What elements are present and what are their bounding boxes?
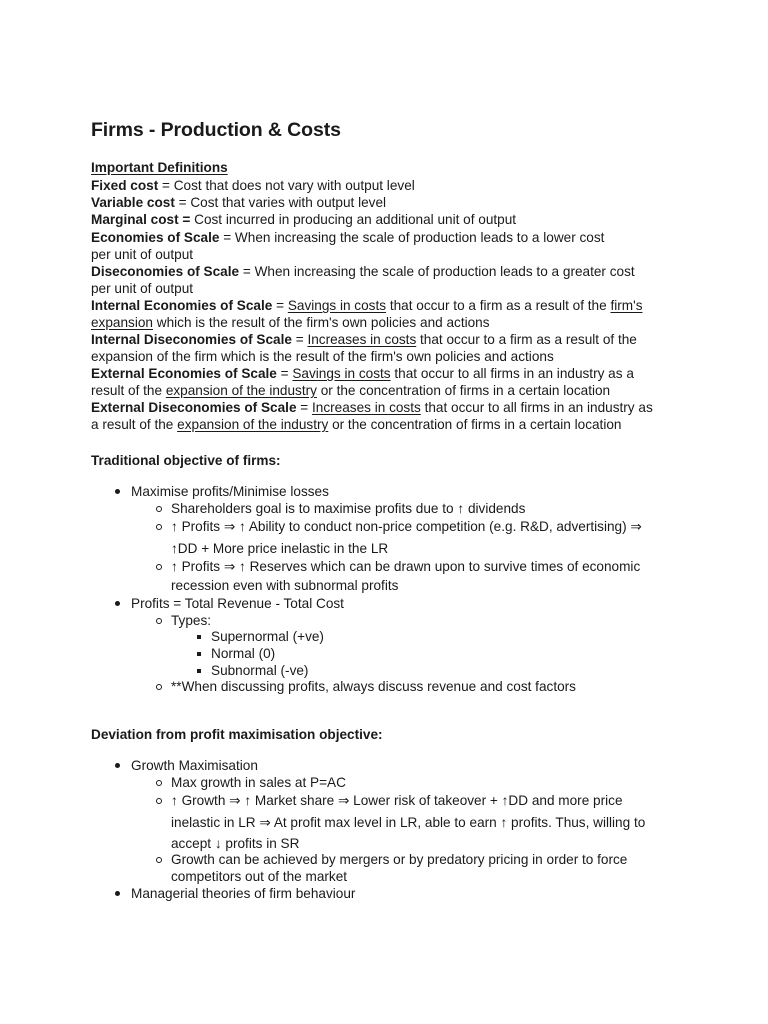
definition-term: Marginal cost = [91, 212, 191, 227]
definition-external-dos [91, 399, 653, 416]
definition-text: which is the result of the firm's own policies and actions [152, 315, 490, 330]
list-item-continued: ↑DD + More price inelastic in the LR [171, 541, 389, 556]
underlined-text: Increases in costs [307, 332, 417, 347]
definition-text: that occur to all firms in an industry as [420, 400, 653, 415]
section-heading-traditional: Traditional objective of firms: [91, 453, 281, 468]
definition-text: = When increasing the scale of production leads to a greater cost [239, 264, 635, 279]
definition-internal-eos [91, 297, 643, 314]
definition-term: Economies of Scale [91, 230, 220, 245]
list-item: ↑ Growth ⇒ ↑ Market share ⇒ Lower risk of takeover + ↑DD and more price [171, 793, 623, 808]
list-item-continued: accept ↓ profits in SR [171, 836, 300, 851]
definition-term: Fixed cost [91, 178, 159, 193]
definition-text: = Cost that varies with output level [174, 195, 387, 210]
list-item: ↑ Profits ⇒ ↑ Ability to conduct non-price competition (e.g. R&D, advertising) ⇒ [171, 519, 642, 534]
list-item: Profits = Total Revenue - Total Cost [131, 596, 344, 611]
underlined-text: expansion of the industry [165, 383, 317, 398]
definition-text: or the concentration of firms in a certain location [316, 383, 611, 398]
definition-diseconomies-of-scale [91, 263, 635, 280]
definition-text: or the concentration of firms in a certain location [328, 417, 622, 432]
definition-text-continued [91, 314, 490, 331]
definition-text-continued: per unit of output [91, 247, 194, 262]
underlined-text: expansion [91, 315, 153, 330]
list-item: Subnormal (-ve) [211, 663, 309, 678]
list-item: Growth can be achieved by mergers or by predatory pricing in order to force [171, 852, 628, 867]
definition-variable-cost [91, 194, 386, 211]
definition-term: External Diseconomies of Scale [91, 400, 297, 415]
definition-internal-dos [91, 331, 637, 348]
list-item: Supernormal (+ve) [211, 629, 324, 644]
list-item-continued: recession even with subnormal profits [171, 578, 399, 593]
list-item: Max growth in sales at P=AC [171, 775, 346, 790]
definition-marginal-cost [91, 211, 516, 228]
definition-text: Cost incurred in producing an additional unit of output [190, 212, 517, 227]
underlined-text: Increases in costs [312, 400, 421, 415]
underlined-text: expansion of the industry [177, 417, 329, 432]
definition-text: = [272, 298, 288, 313]
list-item: Normal (0) [211, 646, 276, 661]
definition-text: = [276, 366, 293, 381]
definition-term: Diseconomies of Scale [91, 264, 240, 279]
definition-text: a result of the [91, 417, 178, 432]
definition-external-eos [91, 365, 634, 382]
list-item: **When discussing profits, always discuss revenue and cost factors [171, 679, 576, 694]
definition-text: that occur to all firms in an industry as a [390, 366, 634, 381]
definition-text-continued: expansion of the firm which is the result of the firm's own policies and actions [91, 349, 554, 364]
list-item: ↑ Profits ⇒ ↑ Reserves which can be drawn upon to survive times of economic [171, 559, 641, 574]
list-item: Managerial theories of firm behaviour [131, 886, 356, 901]
definition-fixed-cost [91, 177, 415, 194]
definition-text: that occur to a firm as a result of the [416, 332, 637, 347]
definition-text: = When increasing the scale of production leads to a lower cost [219, 230, 605, 245]
definition-text: = Cost that does not vary with output level [158, 178, 415, 193]
definitions-heading: Important Definitions [91, 160, 228, 175]
list-item: Growth Maximisation [131, 758, 258, 773]
underlined-text: Savings in costs [292, 366, 391, 381]
definition-text: result of the [91, 383, 166, 398]
list-item: Shareholders goal is to maximise profits due to ↑ dividends [171, 501, 526, 516]
definition-economies-of-scale [91, 229, 604, 246]
list-item: Maximise profits/Minimise losses [131, 484, 329, 499]
definition-text: = [291, 332, 308, 347]
definition-text: that occur to a firm as a result of the [386, 298, 611, 313]
definition-text-continued: per unit of output [91, 281, 194, 296]
underlined-text: Savings in costs [287, 298, 387, 313]
section-heading-deviation: Deviation from profit maximisation objective: [91, 727, 383, 742]
definition-term: Internal Economies of Scale [91, 298, 273, 313]
list-item-continued: inelastic in LR ⇒ At profit max level in LR, able to earn ↑ profits. Thus, willing to [171, 815, 646, 830]
list-item-continued: competitors out of the market [171, 869, 348, 884]
definition-text-continued [91, 416, 621, 433]
underlined-text: firm's [610, 298, 643, 313]
definition-term: Variable cost [91, 195, 175, 210]
definition-term: External Economies of Scale [91, 366, 277, 381]
definition-term: Internal Diseconomies of Scale [91, 332, 292, 347]
definition-text-continued [91, 382, 610, 399]
definition-text: = [296, 400, 312, 415]
list-item: Types: [171, 613, 212, 628]
page-title: Firms - Production & Costs [91, 119, 341, 141]
